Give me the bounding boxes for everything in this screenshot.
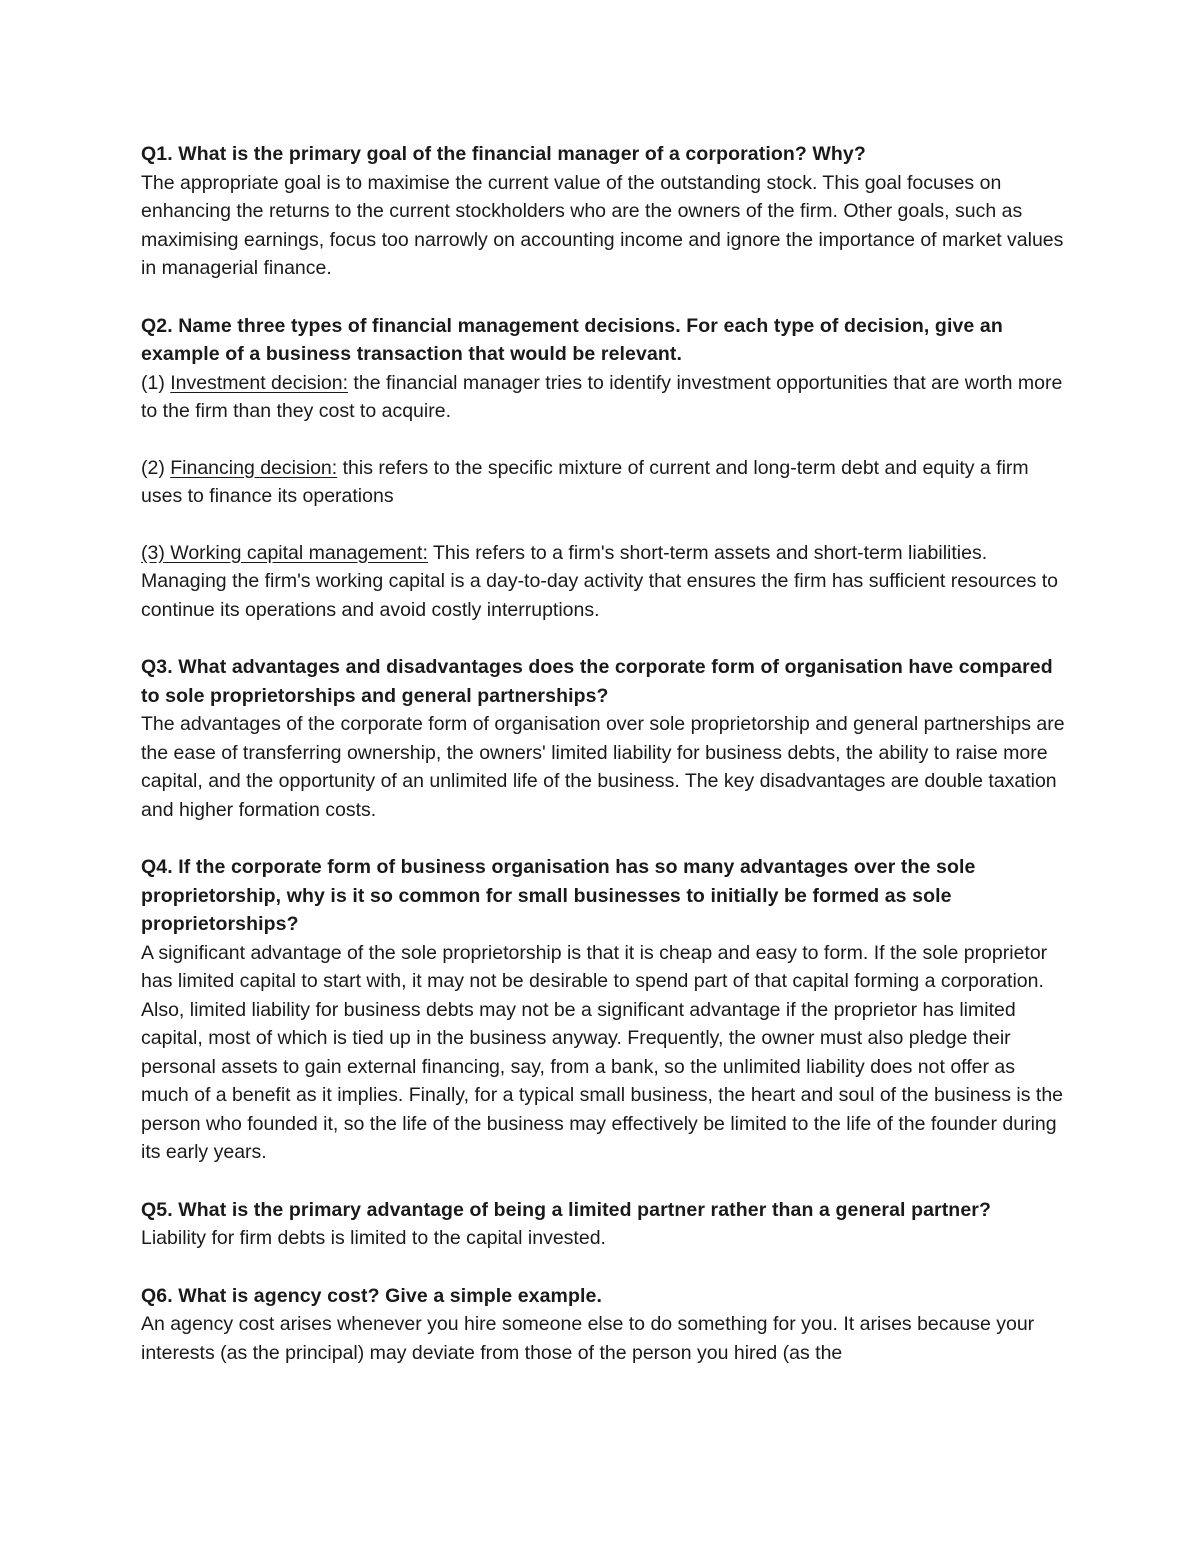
answer-item: [141, 454, 1066, 511]
answer-text: The appropriate goal is to maximise the current value of the outstanding stock. This goal focuses on enhancing the returns to the current stockholders who are the owners of the firm. Other goals, such as maximising earnings, focus too narrowly on accounting income and ignore the importance of market values in managerial finance.: [141, 171, 1064, 279]
document-page: [141, 140, 1066, 1396]
qa-block-q3: [141, 653, 1066, 824]
item-number: (2): [141, 456, 171, 479]
answer-item: [141, 369, 1066, 426]
item-number: (3): [141, 541, 165, 564]
qa-block-q1: [141, 140, 1066, 283]
item-text: This refers to a firm's short-term assets and short-term liabilities. Managing the firm's working capital is a day-to-day activity that ensures the firm has sufficient resources to continue its operations and avoid costly interruptions.: [141, 541, 1059, 621]
qa-block-q2: [141, 312, 1066, 625]
answer-text: The advantages of the corporate form of organisation over sole proprietorship and general partnerships are the ease of transferring ownership, the owners' limited liability for business debts, the ability to raise more capital, and the opportunity of an unlimited life of the business. The key disadvantages are double taxation and higher formation costs.: [141, 713, 1065, 821]
question-heading: Q3. What advantages and disadvantages does the corporate form of organisation have compared to sole proprietorships and general partnerships?: [141, 656, 1053, 707]
answer-text: A significant advantage of the sole proprietorship is that it is cheap and easy to form. If the sole proprietor has limited capital to start with, it may not be desirable to spend part of that capital forming a corporation. Also, limited liability for business debts may not be a significant advantage if the proprietor has limited capital, most of which is tied up in the business anyway. Frequently, the owner must also pledge their personal assets to gain external financing, say, from a bank, so the unlimited liability does not offer as much of a benefit as it implies. Finally, for a typical small business, the heart and soul of the business is the person who founded it, so the life of the business may effectively be limited to the life of the founder during its early years.: [141, 941, 1064, 1163]
question-heading: Q5. What is the primary advantage of being a limited partner rather than a general partner?: [141, 1198, 991, 1221]
item-text: this refers to the specific mixture of current and long-term debt and equity a firm uses to finance its operations: [141, 456, 1029, 507]
question-heading: Q4. If the corporate form of business organisation has so many advantages over the sole proprietorship, why is it so common for small businesses to initially be formed as sole proprietorships?: [141, 856, 976, 935]
item-term: Investment decision:: [170, 371, 349, 394]
qa-block-q6: [141, 1282, 1066, 1368]
question-heading: Q2. Name three types of financial management decisions. For each type of decision, give an example of a business transaction that would be relevant.: [141, 314, 1003, 365]
item-number: (1): [141, 371, 171, 394]
answer-text: An agency cost arises whenever you hire someone else to do something for you. It arises because your interests (as the principal) may deviate from those of the person you hired (as the: [141, 1313, 1035, 1364]
qa-block-q5: [141, 1196, 1066, 1253]
answer-item: [141, 539, 1066, 625]
item-term: Working capital management:: [164, 541, 428, 564]
answer-text: Liability for firm debts is limited to the capital invested.: [141, 1227, 606, 1249]
qa-block-q4: [141, 853, 1066, 1167]
item-term: Financing decision:: [170, 456, 338, 479]
item-text: the financial manager tries to identify investment opportunities that are worth more to the firm than they cost to acquire.: [141, 371, 1063, 422]
question-heading: Q1. What is the primary goal of the financial manager of a corporation? Why?: [141, 143, 866, 165]
question-heading: Q6. What is agency cost? Give a simple example.: [141, 1284, 602, 1307]
